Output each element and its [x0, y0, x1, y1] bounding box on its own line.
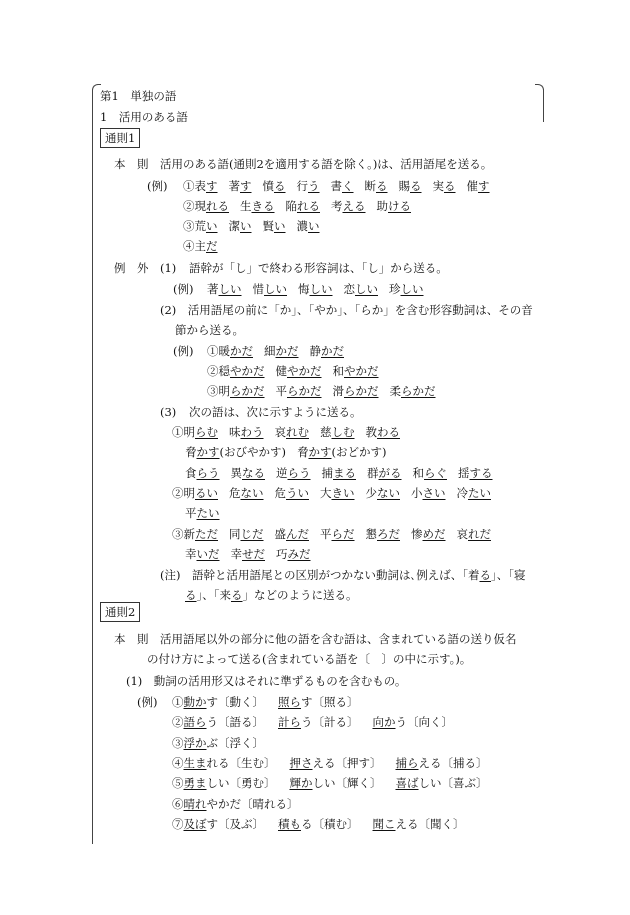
exception3-list-c1 [172, 527, 491, 541]
exception3-list-b1 [172, 486, 491, 500]
rule2-examples-2 [172, 715, 467, 729]
example-word: 健やかだ [275, 364, 322, 378]
okurigana: す [206, 179, 218, 193]
contained-word: 向か [372, 715, 396, 729]
okurigana: らかだ [344, 384, 379, 398]
example-word: ④生まれる〔生む〕 [172, 756, 276, 770]
note-line2: る」、「来る」などのように送る。 [185, 588, 358, 602]
rule1-examples-4 [183, 239, 218, 253]
example-word: 揺する [458, 466, 493, 480]
document-frame [92, 84, 544, 844]
okurigana: きる [251, 199, 275, 213]
example-word: 捕まる [321, 466, 356, 480]
contained-word: 晴れ [183, 797, 207, 811]
example-word: 少ない [365, 486, 400, 500]
source-word: 〔動く〕 [218, 695, 264, 709]
source-word: 〔喜ぶ〕 [441, 776, 488, 790]
exception2-examples-3 [207, 384, 436, 398]
okurigana: わる [377, 425, 400, 439]
okurigana: しい [355, 282, 378, 296]
okurigana: れる [297, 199, 320, 213]
okurigana: しい [264, 282, 287, 296]
example-word: 脅かす(おびやかす) [185, 445, 286, 459]
source-word: 〔浮く〕 [218, 736, 264, 750]
okurigana: なる [242, 466, 265, 480]
rule1-main-text: 活用のある語(通則2を適用する語を除く。)は、活用語尾を送る。 [160, 157, 493, 171]
example-word: 喜ばしい〔喜ぶ〕 [395, 776, 488, 790]
source-word: 〔輝く〕 [335, 776, 382, 790]
example-word: 平らかだ [275, 384, 322, 398]
source-word: 〔勇む〕 [229, 776, 276, 790]
rule2-example-label: (例) [137, 695, 158, 709]
example-word: 滑らかだ [332, 384, 379, 398]
exception2-line2: 節から送る。 [175, 323, 244, 337]
rule2-examples-6 [172, 797, 313, 811]
exception2-examples-1 [207, 344, 344, 358]
example-word: 輝かしい〔輝く〕 [289, 776, 382, 790]
example-word: 平らだ [320, 527, 355, 541]
okurigana: ける [388, 199, 411, 213]
example-word: 聞こえる〔聞く〕 [372, 817, 465, 831]
example-word: 惨めだ [411, 527, 446, 541]
source-word: 〔捕る〕 [441, 756, 488, 770]
example-word: 味わう [229, 425, 264, 439]
contained-word: 輝か [289, 776, 313, 790]
example-word: 行う [296, 179, 320, 193]
okurigana: い [206, 219, 218, 233]
okurigana: らかだ [287, 384, 322, 398]
contained-word: 押さ [289, 756, 313, 770]
example-word: 食らう [185, 466, 220, 480]
example-word: 盛んだ [274, 527, 309, 541]
okurigana: い [240, 219, 252, 233]
okurigana: さい [422, 486, 446, 500]
example-word: 捕らえる〔捕る〕 [395, 756, 488, 770]
example-word: 賢い [262, 219, 286, 233]
okurigana: る [444, 179, 456, 193]
example-word: 冷たい [456, 486, 491, 500]
contained-word: 語ら [183, 715, 207, 729]
source-word: 〔晴れる〕 [241, 797, 299, 811]
example-word: ④主だ [183, 239, 218, 253]
example-word: ③荒い [183, 219, 218, 233]
okurigana: れる [206, 199, 229, 213]
okurigana: かす [308, 445, 332, 459]
rule2-subsection-1: (1) 動詞の活用形又はそれに準ずるものを含むもの。 [126, 674, 407, 688]
example-word: ②現れる [183, 199, 229, 213]
okurigana: みだ [287, 547, 311, 561]
rule1-exception-lead: 例 外 [114, 261, 149, 275]
example-word: 催す [466, 179, 490, 193]
example-word: 計らう〔計る〕 [278, 715, 359, 729]
exception2-line1: (2) 活用語尾の前に「か」、「やか」、「らか」を含む形容動詞は、その音 [160, 303, 533, 317]
example-word: 異なる [230, 466, 265, 480]
exception3-number: (3) [160, 405, 177, 419]
example-word: 照らす〔照る〕 [278, 695, 359, 709]
example-word: ③明らかだ [207, 384, 265, 398]
example-word: ①暖かだ [207, 344, 253, 358]
example-word: 柔らかだ [389, 384, 436, 398]
example-word: ⑥晴れやかだ〔晴れる〕 [172, 797, 299, 811]
example-word: ⑤勇ましい〔勇む〕 [172, 776, 276, 790]
example-word: 著す [228, 179, 252, 193]
rule2-main-lead: 本 則 [114, 632, 149, 646]
contained-word: 動か [183, 695, 207, 709]
exception3-list-b2 [185, 506, 220, 520]
okurigana: らだ [331, 527, 355, 541]
example-word: ②語らう〔語る〕 [172, 715, 264, 729]
example-word: ⑦及ぼす〔及ぶ〕 [172, 817, 264, 831]
example-word: 憤る [262, 179, 286, 193]
okurigana: える [342, 199, 366, 213]
source-word: 〔聞く〕 [418, 817, 465, 831]
okurigana: うい [286, 486, 309, 500]
okurigana: かだ [321, 344, 344, 358]
okurigana: る [274, 179, 286, 193]
example-word: 賜る [398, 179, 422, 193]
rule1-main-lead: 本 則 [114, 157, 149, 171]
okurigana: じだ [240, 527, 264, 541]
rule2-main-line1: 活用語尾以外の部分に他の語を含む語は、含まれている語の送り仮名 [160, 632, 517, 646]
source-word: 〔計る〕 [312, 715, 359, 729]
contained-word: 勇ま [183, 776, 207, 790]
example-word: 幸せだ [230, 547, 265, 561]
exception3-list-a1 [172, 425, 400, 439]
contained-word: 浮か [183, 736, 207, 750]
okurigana: れむ [286, 425, 309, 439]
rule1-examples-3 [183, 219, 320, 233]
okurigana: らう [287, 466, 311, 480]
example-word: 悔しい [298, 282, 333, 296]
contained-word: 聞こ [372, 817, 396, 831]
okurigana: い [308, 219, 320, 233]
example-word: 巧みだ [276, 547, 311, 561]
example-word: 平たい [185, 506, 220, 520]
note-line1: (注) 語幹と活用語尾との区別がつかない動詞は､例えば、「着る」、「寝 [160, 568, 526, 582]
okurigana: がる [378, 466, 402, 480]
example-word: 教わる [365, 425, 400, 439]
rule1-example-label: (例) [147, 179, 168, 193]
okurigana: せだ [242, 547, 265, 561]
example-word: 積もる〔積む〕 [278, 817, 359, 831]
okurigana: しむ [331, 425, 355, 439]
example-word: 慈しむ [320, 425, 355, 439]
source-word: 〔積む〕 [312, 817, 359, 831]
example-word: ③浮かぶ〔浮く〕 [172, 736, 264, 750]
source-word: 〔及ぶ〕 [218, 817, 264, 831]
okurigana: やかだ [287, 364, 322, 378]
okurigana: く [342, 179, 354, 193]
exception3-list-a3 [185, 466, 493, 480]
example-word: ③新ただ [172, 527, 218, 541]
okurigana: らかだ [401, 384, 436, 398]
exception1-examples [207, 282, 424, 296]
rule2-examples-4 [172, 756, 502, 770]
okurigana: る [376, 179, 388, 193]
example-word: 濃い [296, 219, 320, 233]
example-word: 懇ろだ [365, 527, 400, 541]
source-word: 〔語る〕 [218, 715, 264, 729]
okurigana: ない [377, 486, 400, 500]
example-word: 群がる [367, 466, 402, 480]
example-word: ①明らむ [172, 425, 218, 439]
okurigana: やかだ [230, 364, 265, 378]
okurigana: らぐ [424, 466, 447, 480]
example-word: 恋しい [343, 282, 378, 296]
contained-word: 捕ら [395, 756, 419, 770]
okurigana: かす [196, 445, 220, 459]
example-word: 同じだ [229, 527, 264, 541]
source-word: 〔照る〕 [312, 695, 359, 709]
rule2-examples-5 [172, 776, 502, 790]
okurigana: いだ [196, 547, 220, 561]
okurigana: しい [400, 282, 424, 296]
okurigana: い [274, 219, 286, 233]
example-word: 陥れる [285, 199, 320, 213]
example-word: ①動かす〔動く〕 [172, 695, 264, 709]
example-word: 小さい [411, 486, 446, 500]
okurigana: やかだ [344, 364, 379, 378]
exception2-examples-2 [207, 364, 379, 378]
okurigana: ない [240, 486, 264, 500]
example-word: 押さえる〔押す〕 [289, 756, 382, 770]
okurigana: しい [218, 282, 242, 296]
okurigana: しい [309, 282, 333, 296]
okurigana: きい [331, 486, 355, 500]
okurigana: う [308, 179, 320, 193]
exception3-text: 次の語は、次に示すように送る。 [189, 405, 362, 419]
okurigana: めだ [422, 527, 446, 541]
okurigana: す [240, 179, 252, 193]
exception3-list-a2 [185, 445, 386, 459]
rule2-examples-7 [172, 817, 479, 831]
okurigana: ただ [195, 527, 218, 541]
example-word: 考える [331, 199, 366, 213]
okurigana: んだ [286, 527, 309, 541]
okurigana: す [478, 179, 490, 193]
rule2-main-line2: の付け方によって送る(含まれている語を〔 〕の中に示す。)。 [147, 652, 472, 666]
contained-word: 照ら [278, 695, 301, 709]
example-word: 静かだ [309, 344, 344, 358]
okurigana: かだ [275, 344, 299, 358]
example-word: 危ない [229, 486, 264, 500]
example-word: 和らぐ [412, 466, 447, 480]
okurigana: する [469, 466, 493, 480]
example-word: ①表す [183, 179, 218, 193]
example-word: ②明るい [172, 486, 218, 500]
section-heading: 1 活用のある語 [100, 110, 188, 124]
example-word: 珍しい [389, 282, 424, 296]
exception2-example-label: (例) [173, 344, 194, 358]
example-word: 危うい [274, 486, 309, 500]
example-word: 断る [364, 179, 388, 193]
rule1-examples-2 [183, 199, 411, 213]
exception3-list-c2 [185, 547, 311, 561]
example-word: 生きる [240, 199, 275, 213]
okurigana: るい [195, 486, 218, 500]
okurigana: かだ [230, 344, 253, 358]
okurigana: まる [333, 466, 356, 480]
source-word: 〔押す〕 [335, 756, 382, 770]
exception1-text: 語幹が「し」で終わる形容詞は、「し」から送る。 [189, 261, 448, 275]
rule1-examples-1 [183, 179, 490, 193]
source-word: 〔生む〕 [229, 756, 276, 770]
contained-word: 積も [278, 817, 301, 831]
example-word: 細かだ [264, 344, 299, 358]
example-word: ②穏やかだ [207, 364, 265, 378]
example-word: 向かう〔向く〕 [372, 715, 453, 729]
contained-word: 喜ば [395, 776, 419, 790]
rule2-examples-3 [172, 736, 278, 750]
okurigana: たい [468, 486, 491, 500]
okurigana: らむ [195, 425, 218, 439]
okurigana: れだ [468, 527, 491, 541]
example-word: 書く [330, 179, 354, 193]
example-word: 惜しい [252, 282, 287, 296]
okurigana: らう [196, 466, 220, 480]
okurigana: ろだ [377, 527, 400, 541]
okurigana: る [410, 179, 422, 193]
example-word: 哀れむ [274, 425, 309, 439]
okurigana: らかだ [230, 384, 265, 398]
example-word: 助ける [376, 199, 411, 213]
okurigana: わう [240, 425, 264, 439]
example-word: 哀れだ [456, 527, 491, 541]
contained-word: 及ぼ [183, 817, 207, 831]
example-word: 大きい [320, 486, 355, 500]
example-word: 逆らう [276, 466, 311, 480]
example-word: 幸いだ [185, 547, 220, 561]
contained-word: 生ま [183, 756, 207, 770]
example-word: 実る [432, 179, 456, 193]
example-word: 和やかだ [332, 364, 379, 378]
example-word: 脅かす(おどかす) [296, 445, 387, 459]
exception1-example-label: (例) [173, 282, 194, 296]
rule2-label: 通則2 [100, 602, 140, 622]
exception1-number: (1) [160, 261, 177, 275]
contained-word: 計ら [278, 715, 301, 729]
okurigana: だ [206, 239, 218, 253]
example-word: 著しい [207, 282, 242, 296]
chapter-heading: 第1 単独の語 [100, 89, 177, 103]
okurigana: たい [196, 506, 220, 520]
rule1-label: 通則1 [100, 128, 140, 148]
example-word: 潔い [228, 219, 252, 233]
source-word: 〔向く〕 [407, 715, 453, 729]
rule2-examples-1 [172, 695, 373, 709]
